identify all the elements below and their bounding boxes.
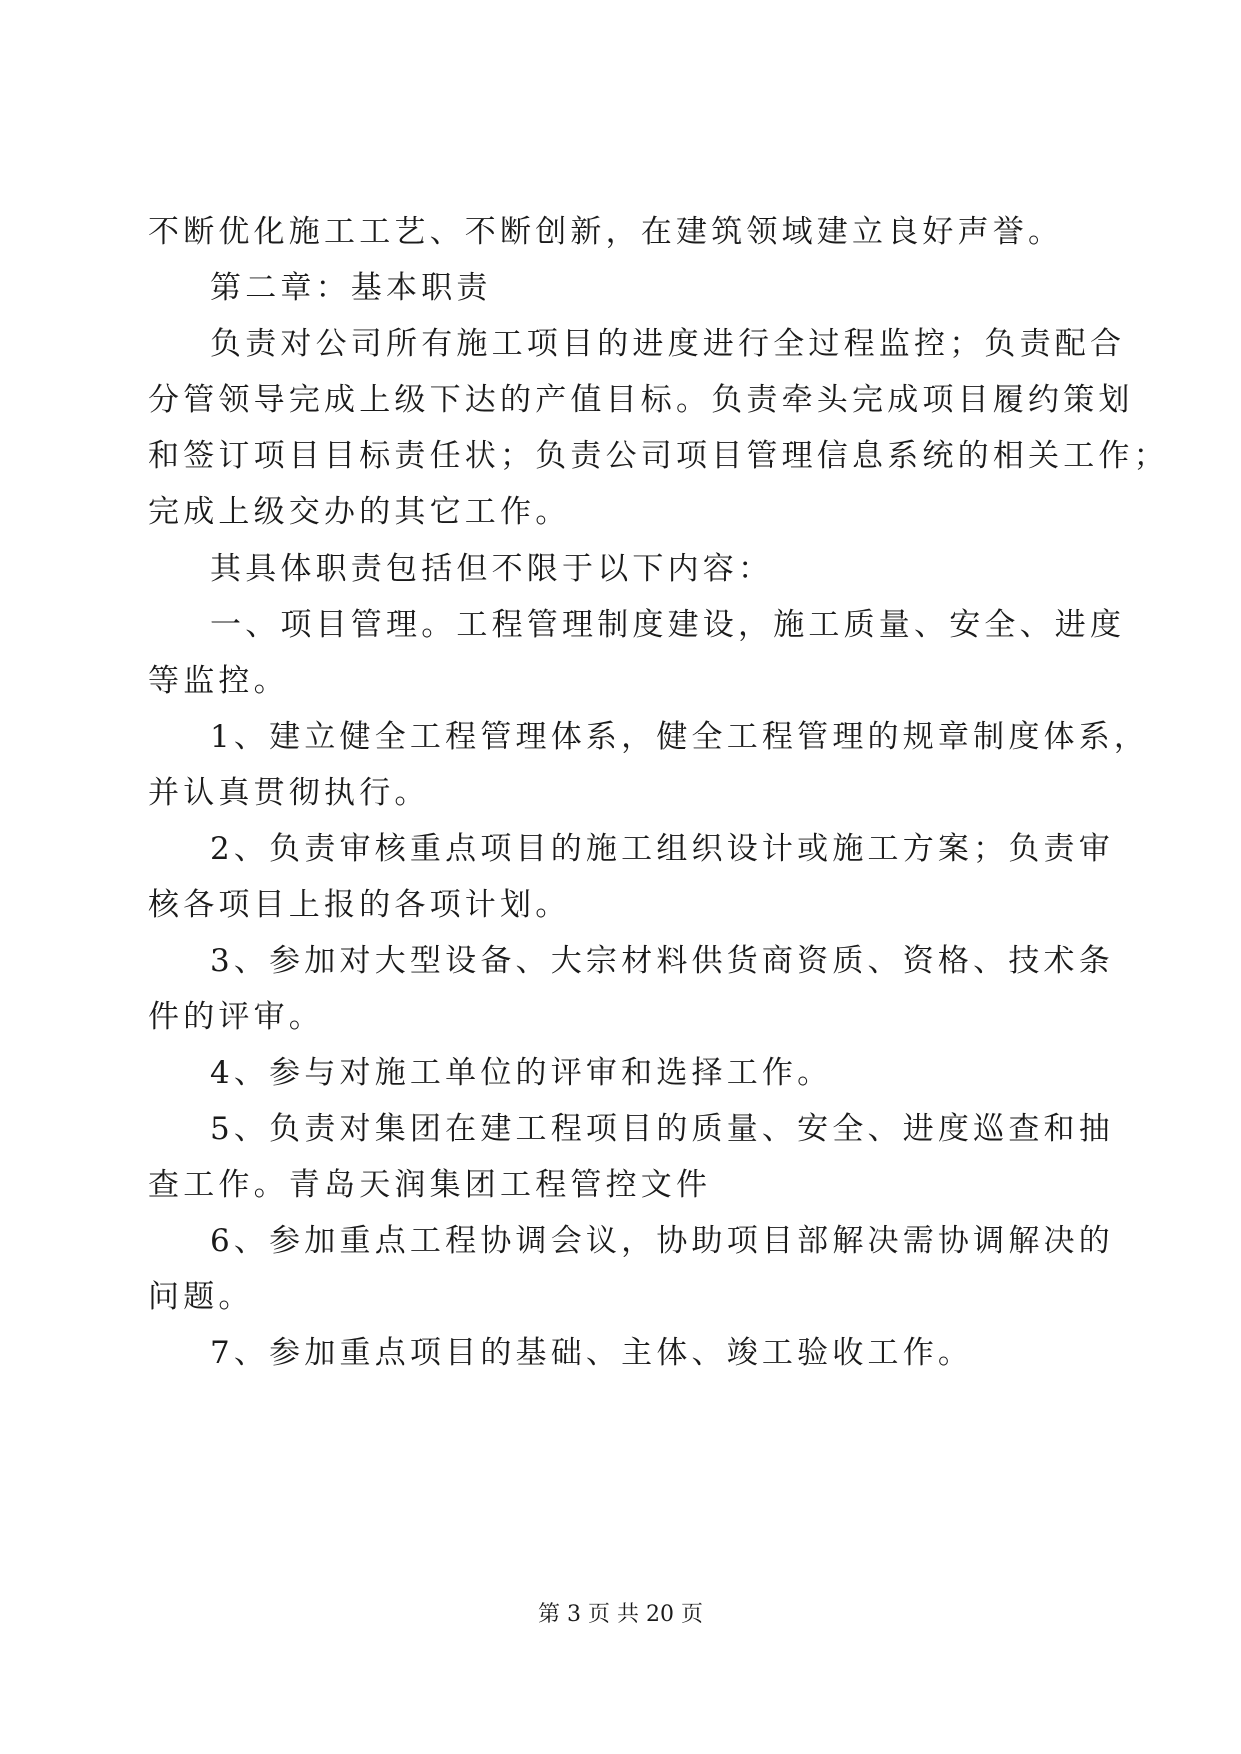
- text-line: 并认真贯彻执行。: [148, 775, 430, 811]
- list-item: 3、参加对大型设备、大宗材料供货商资质、资格、技术条: [210, 943, 1114, 979]
- text-line: 完成上级交办的其它工作。: [148, 494, 571, 530]
- list-item: 5、负责对集团在建工程项目的质量、安全、进度巡查和抽: [210, 1111, 1114, 1147]
- chapter-heading: 第二章：基本职责: [210, 270, 492, 306]
- section-heading: 一、项目管理。工程管理制度建设，施工质量、安全、进度: [210, 607, 1126, 643]
- text-line: 负责对公司所有施工项目的进度进行全过程监控；负责配合: [210, 326, 1126, 362]
- list-item: 2、负责审核重点项目的施工组织设计或施工方案；负责审: [210, 831, 1114, 867]
- list-item: 7、参加重点项目的基础、主体、竣工验收工作。: [210, 1335, 974, 1371]
- text-line: 核各项目上报的各项计划。: [148, 887, 571, 923]
- text-line: 不断优化施工工艺、不断创新，在建筑领域建立良好声誉。: [148, 214, 1064, 250]
- text-line: 分管领导完成上级下达的产值目标。负责牵头完成项目履约策划: [148, 382, 1134, 418]
- text-line: 件的评审。: [148, 999, 324, 1035]
- list-item: 6、参加重点工程协调会议，协助项目部解决需协调解决的: [210, 1223, 1114, 1259]
- text-line: 等监控。: [148, 663, 289, 699]
- text-line: 查工作。青岛天润集团工程管控文件: [148, 1167, 712, 1203]
- list-item: 1、建立健全工程管理体系，健全工程管理的规章制度体系，: [210, 719, 1150, 755]
- list-item: 4、参与对施工单位的评审和选择工作。: [210, 1055, 833, 1091]
- page-number-footer: 第 3 页 共 20 页: [538, 1602, 703, 1627]
- text-line: 问题。: [148, 1279, 254, 1315]
- text-line: 和签订项目目标责任状；负责公司项目管理信息系统的相关工作；: [148, 438, 1169, 474]
- text-line: 其具体职责包括但不限于以下内容：: [210, 551, 774, 587]
